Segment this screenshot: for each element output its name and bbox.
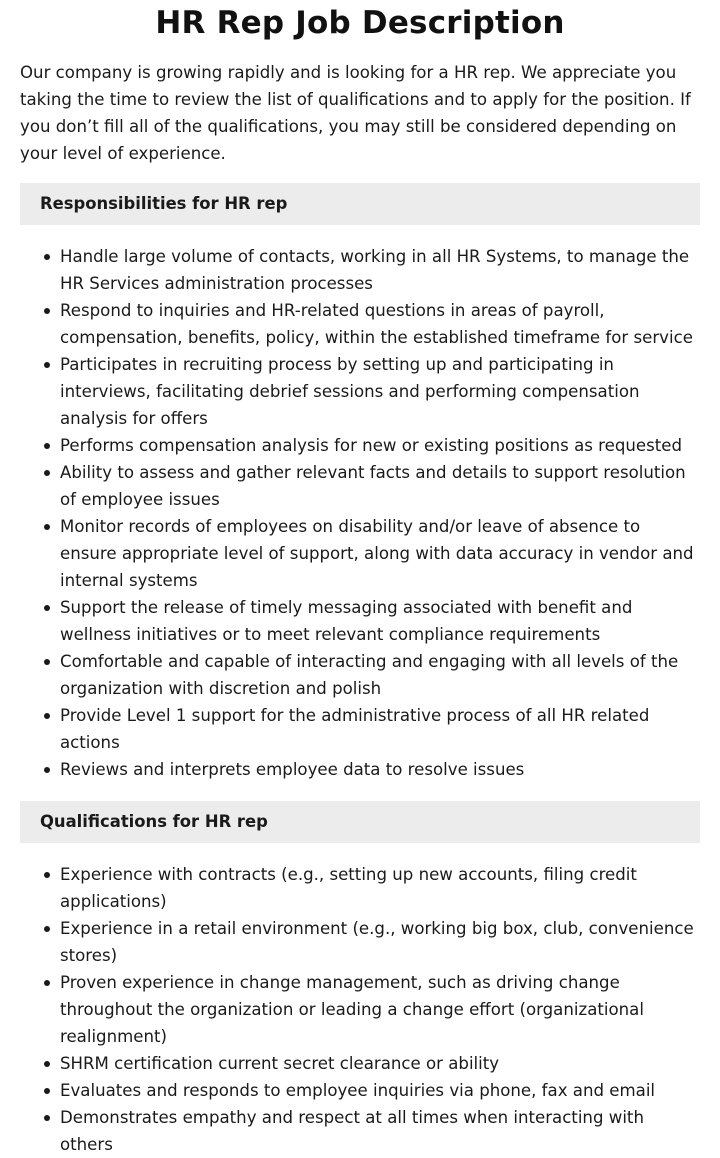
responsibility-item: Participates in recruiting process by setting up and participating in interviews, facilitating debrief sessions and performing compensation analysis for offers xyxy=(60,351,700,432)
responsibility-item: Monitor records of employees on disability and/or leave of absence to ensure appropriate level of support, along with data accuracy in vendor and internal systems xyxy=(60,513,700,594)
qualification-item: Experience in a retail environment (e.g., working big box, club, convenience stores) xyxy=(60,915,700,969)
qualification-item: Evaluates and responds to employee inquiries via phone, fax and email xyxy=(60,1077,700,1104)
page-title: HR Rep Job Description xyxy=(155,5,565,41)
responsibility-item: Provide Level 1 support for the administrative process of all HR related actions xyxy=(60,702,700,756)
responsibility-item: Handle large volume of contacts, working in all HR Systems, to manage the HR Services administration processes xyxy=(60,243,700,297)
responsibility-item: Reviews and interprets employee data to resolve issues xyxy=(60,756,700,783)
responsibilities-list xyxy=(20,243,700,783)
responsibilities-heading: Responsibilities for HR rep xyxy=(20,183,700,225)
responsibility-item: Support the release of timely messaging associated with benefit and wellness initiatives or to meet relevant compliance requirements xyxy=(60,594,700,648)
responsibility-item: Ability to assess and gather relevant facts and details to support resolution of employee issues xyxy=(60,459,700,513)
qualification-item: Demonstrates empathy and respect at all times when interacting with others xyxy=(60,1104,700,1158)
intro-paragraph: Our company is growing rapidly and is looking for a HR rep. We appreciate you taking the time to review the list of qualifications and to apply for the position. If you don’t fill all of the qualifications, you may still be considered depending on your level of experience. xyxy=(20,63,691,163)
qualifications-heading: Qualifications for HR rep xyxy=(20,801,700,843)
qualification-item: Proven experience in change management, such as driving change throughout the organization or leading a change effort (organizational realignment) xyxy=(60,969,700,1050)
qualifications-list xyxy=(20,861,700,1158)
qualification-item: Experience with contracts (e.g., setting up new accounts, filing credit applications) xyxy=(60,861,700,915)
responsibility-item: Comfortable and capable of interacting and engaging with all levels of the organization with discretion and polish xyxy=(60,648,700,702)
qualification-item: SHRM certification current secret clearance or ability xyxy=(60,1050,700,1077)
responsibility-item: Performs compensation analysis for new or existing positions as requested xyxy=(60,432,700,459)
responsibility-item: Respond to inquiries and HR-related questions in areas of payroll, compensation, benefits, policy, within the established timeframe for service xyxy=(60,297,700,351)
